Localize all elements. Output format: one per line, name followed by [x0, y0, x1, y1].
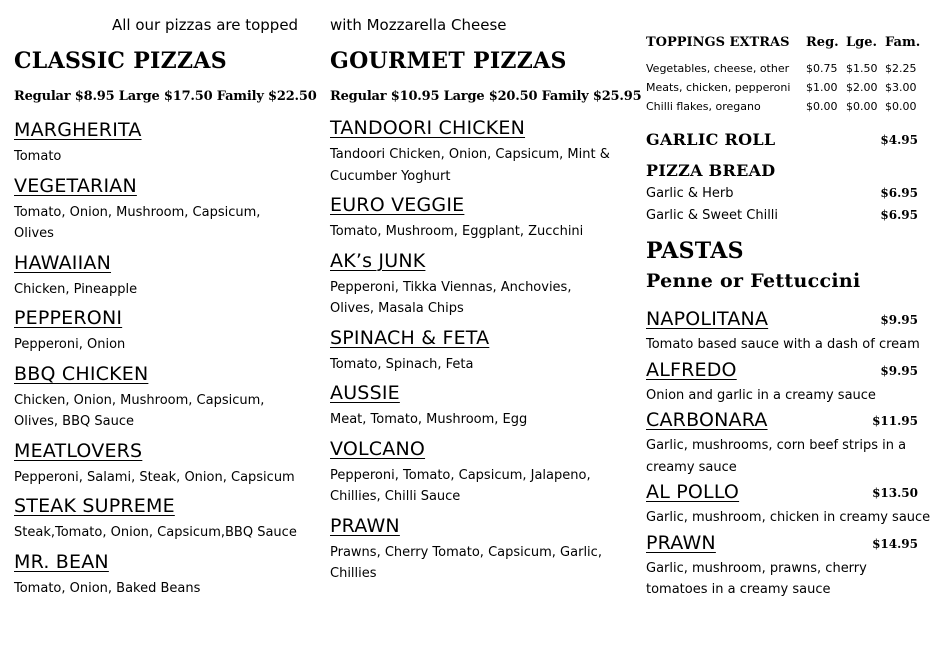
toppings-header-fam: Fam. — [885, 35, 921, 50]
pasta-item-header — [646, 359, 918, 385]
pizza-bread-heading: PIZZA BREAD — [646, 161, 776, 180]
menu-item-name: VOLCANO — [330, 437, 426, 460]
menu-item — [330, 438, 630, 508]
topping-row-reg-price: $1.00 — [806, 81, 838, 94]
gourmet-price-line: Regular $10.95 Large $20.50 Family $25.95 — [330, 89, 642, 104]
menu-item-name: VEGETARIAN — [14, 174, 137, 197]
menu-item-name: MEATLOVERS — [14, 439, 143, 462]
pasta-item-description: creamy sauce — [646, 459, 737, 475]
menu-item-name: EURO VEGGIE — [330, 194, 465, 216]
pastas-items-list — [646, 308, 931, 604]
pizza-bread-item-price: $6.95 — [880, 208, 918, 222]
pasta-item-name: ALFREDO — [646, 358, 737, 381]
menu-item-description: Tomato, Mushroom, Eggplant, Zucchini — [330, 224, 584, 239]
menu-item-name: PEPPERONI — [14, 307, 123, 329]
menu-item — [14, 363, 314, 433]
menu-item-description: Tandoori Chicken, Onion, Capsicum, Mint & — [330, 147, 610, 162]
pasta-item-header — [646, 481, 918, 507]
menu-item-description: Pepperoni, Onion — [14, 337, 126, 352]
menu-item — [330, 327, 630, 376]
garlic-roll-price: $4.95 — [880, 133, 918, 147]
pasta-item-price: $13.50 — [872, 486, 918, 500]
pasta-item-header — [646, 409, 918, 435]
pasta-item-description: Garlic, mushroom, chicken in creamy sauce — [646, 510, 931, 525]
gourmet-items-list — [330, 117, 630, 592]
menu-item-description: Olives, Masala Chips — [330, 301, 464, 316]
menu-item-name: MARGHERITA — [14, 119, 142, 141]
menu-item-description: Chicken, Pineapple — [14, 281, 138, 297]
pasta-item-header — [646, 308, 918, 334]
menu-item-description: Olives — [14, 226, 54, 241]
pasta-item-name: NAPOLITANA — [646, 308, 769, 330]
intro-left-text: All our pizzas are topped — [112, 16, 299, 34]
pasta-item-name: CARBONARA — [646, 409, 768, 431]
pasta-item — [646, 359, 918, 407]
pasta-item-price: $9.95 — [880, 313, 918, 327]
menu-item — [14, 119, 314, 168]
menu-item — [330, 515, 630, 585]
menu-item-name: MR. BEAN — [14, 550, 109, 573]
toppings-header-reg: Reg. — [806, 35, 839, 50]
menu-item — [330, 194, 630, 243]
menu-item-description: Cucumber Yoghurt — [330, 168, 451, 184]
menu-item-name: AUSSIE — [330, 382, 400, 404]
menu-item-description: Chillies, Chilli Sauce — [330, 489, 461, 504]
menu-item — [330, 382, 630, 431]
topping-row-lge-price: $1.50 — [846, 62, 878, 75]
pastas-subtitle: Penne or Fettuccini — [646, 270, 861, 292]
menu-item — [14, 495, 314, 544]
toppings-header-lge: Lge. — [846, 35, 878, 50]
pizza-bread-item-name: Garlic & Herb — [646, 186, 734, 201]
menu-item — [330, 250, 630, 320]
menu-item-name: SPINACH & FETA — [330, 326, 490, 349]
menu-item-description: Tomato — [14, 149, 62, 164]
pasta-item — [646, 532, 918, 601]
intro-right-text: with Mozzarella Cheese — [330, 16, 507, 34]
menu-item — [14, 551, 314, 600]
toppings-heading: TOPPINGS EXTRAS — [646, 35, 790, 50]
pasta-item-price: $11.95 — [872, 414, 918, 428]
pasta-item — [646, 481, 931, 529]
menu-item-name: TANDOORI CHICKEN — [330, 117, 526, 139]
pasta-item-description: Tomato based sauce with a dash of cream — [646, 337, 920, 352]
menu-item-description: Chillies — [330, 566, 377, 581]
menu-item — [14, 175, 314, 245]
menu-item-description: Pepperoni, Tikka Viennas, Anchovies, — [330, 279, 572, 295]
menu-item-name: AK’s JUNK — [330, 249, 426, 272]
pasta-item-price: $9.95 — [880, 363, 918, 378]
menu-item-name: PRAWN — [330, 514, 400, 537]
classic-items-list — [14, 119, 314, 606]
pasta-item-header — [646, 532, 918, 558]
pizza-bread-item-name: Garlic & Sweet Chilli — [646, 208, 779, 223]
menu-item-name: STEAK SUPREME — [14, 495, 175, 517]
topping-row-reg-price: $0.75 — [806, 62, 838, 75]
topping-row-label: Chilli flakes, oregano — [646, 100, 761, 113]
menu-item — [14, 252, 314, 301]
topping-row-fam-price: $3.00 — [885, 81, 917, 94]
pasta-item-price: $14.95 — [872, 536, 918, 551]
topping-row-fam-price: $0.00 — [885, 100, 917, 113]
classic-price-line: Regular $8.95 Large $17.50 Family $22.50 — [14, 89, 317, 104]
pasta-item-name: PRAWN — [646, 531, 716, 554]
pasta-item-description: Garlic, mushroom, prawns, cherry — [646, 560, 867, 576]
pasta-item-description: Garlic, mushrooms, corn beef strips in a — [646, 438, 907, 453]
menu-item-description: Tomato, Onion, Mushroom, Capsicum, — [14, 204, 261, 220]
topping-row-reg-price: $0.00 — [806, 100, 838, 113]
topping-row-label: Vegetables, cheese, other — [646, 62, 790, 75]
topping-row-lge-price: $2.00 — [846, 81, 878, 94]
pasta-item-name: AL POLLO — [646, 481, 740, 503]
topping-row-label: Meats, chicken, pepperoni — [646, 81, 791, 94]
garlic-roll-heading: GARLIC ROLL — [646, 130, 776, 149]
menu-item-description: Olives, BBQ Sauce — [14, 414, 134, 429]
menu-item-description: Pepperoni, Salami, Steak, Onion, Capsicum — [14, 469, 295, 485]
menu-item-description: Tomato, Onion, Baked Beans — [14, 580, 201, 596]
pasta-item-description: tomatoes in a creamy sauce — [646, 582, 831, 597]
topping-row-fam-price: $2.25 — [885, 62, 917, 75]
pastas-heading: PASTAS — [646, 238, 744, 264]
pasta-item-description: Onion and garlic in a creamy sauce — [646, 387, 876, 403]
pasta-item — [646, 409, 918, 478]
menu-item-description: Prawns, Cherry Tomato, Capsicum, Garlic, — [330, 544, 602, 560]
pizza-bread-item-price: $6.95 — [880, 186, 918, 200]
classic-pizzas-heading: CLASSIC PIZZAS — [14, 48, 227, 74]
pasta-item — [646, 308, 918, 356]
menu-item-name: HAWAIIAN — [14, 251, 112, 274]
menu-item-description: Steak,Tomato, Onion, Capsicum,BBQ Sauce — [14, 525, 297, 540]
menu-item — [14, 440, 314, 489]
menu-item-description: Meat, Tomato, Mushroom, Egg — [330, 412, 528, 427]
gourmet-pizzas-heading: GOURMET PIZZAS — [330, 48, 567, 74]
topping-row-lge-price: $0.00 — [846, 100, 878, 113]
menu-item — [14, 307, 314, 356]
menu-item — [330, 117, 630, 187]
menu-item-description: Pepperoni, Tomato, Capsicum, Jalapeno, — [330, 467, 591, 483]
menu-item-description: Chicken, Onion, Mushroom, Capsicum, — [14, 392, 265, 408]
menu-item-name: BBQ CHICKEN — [14, 362, 149, 385]
menu-item-description: Tomato, Spinach, Feta — [330, 356, 474, 372]
